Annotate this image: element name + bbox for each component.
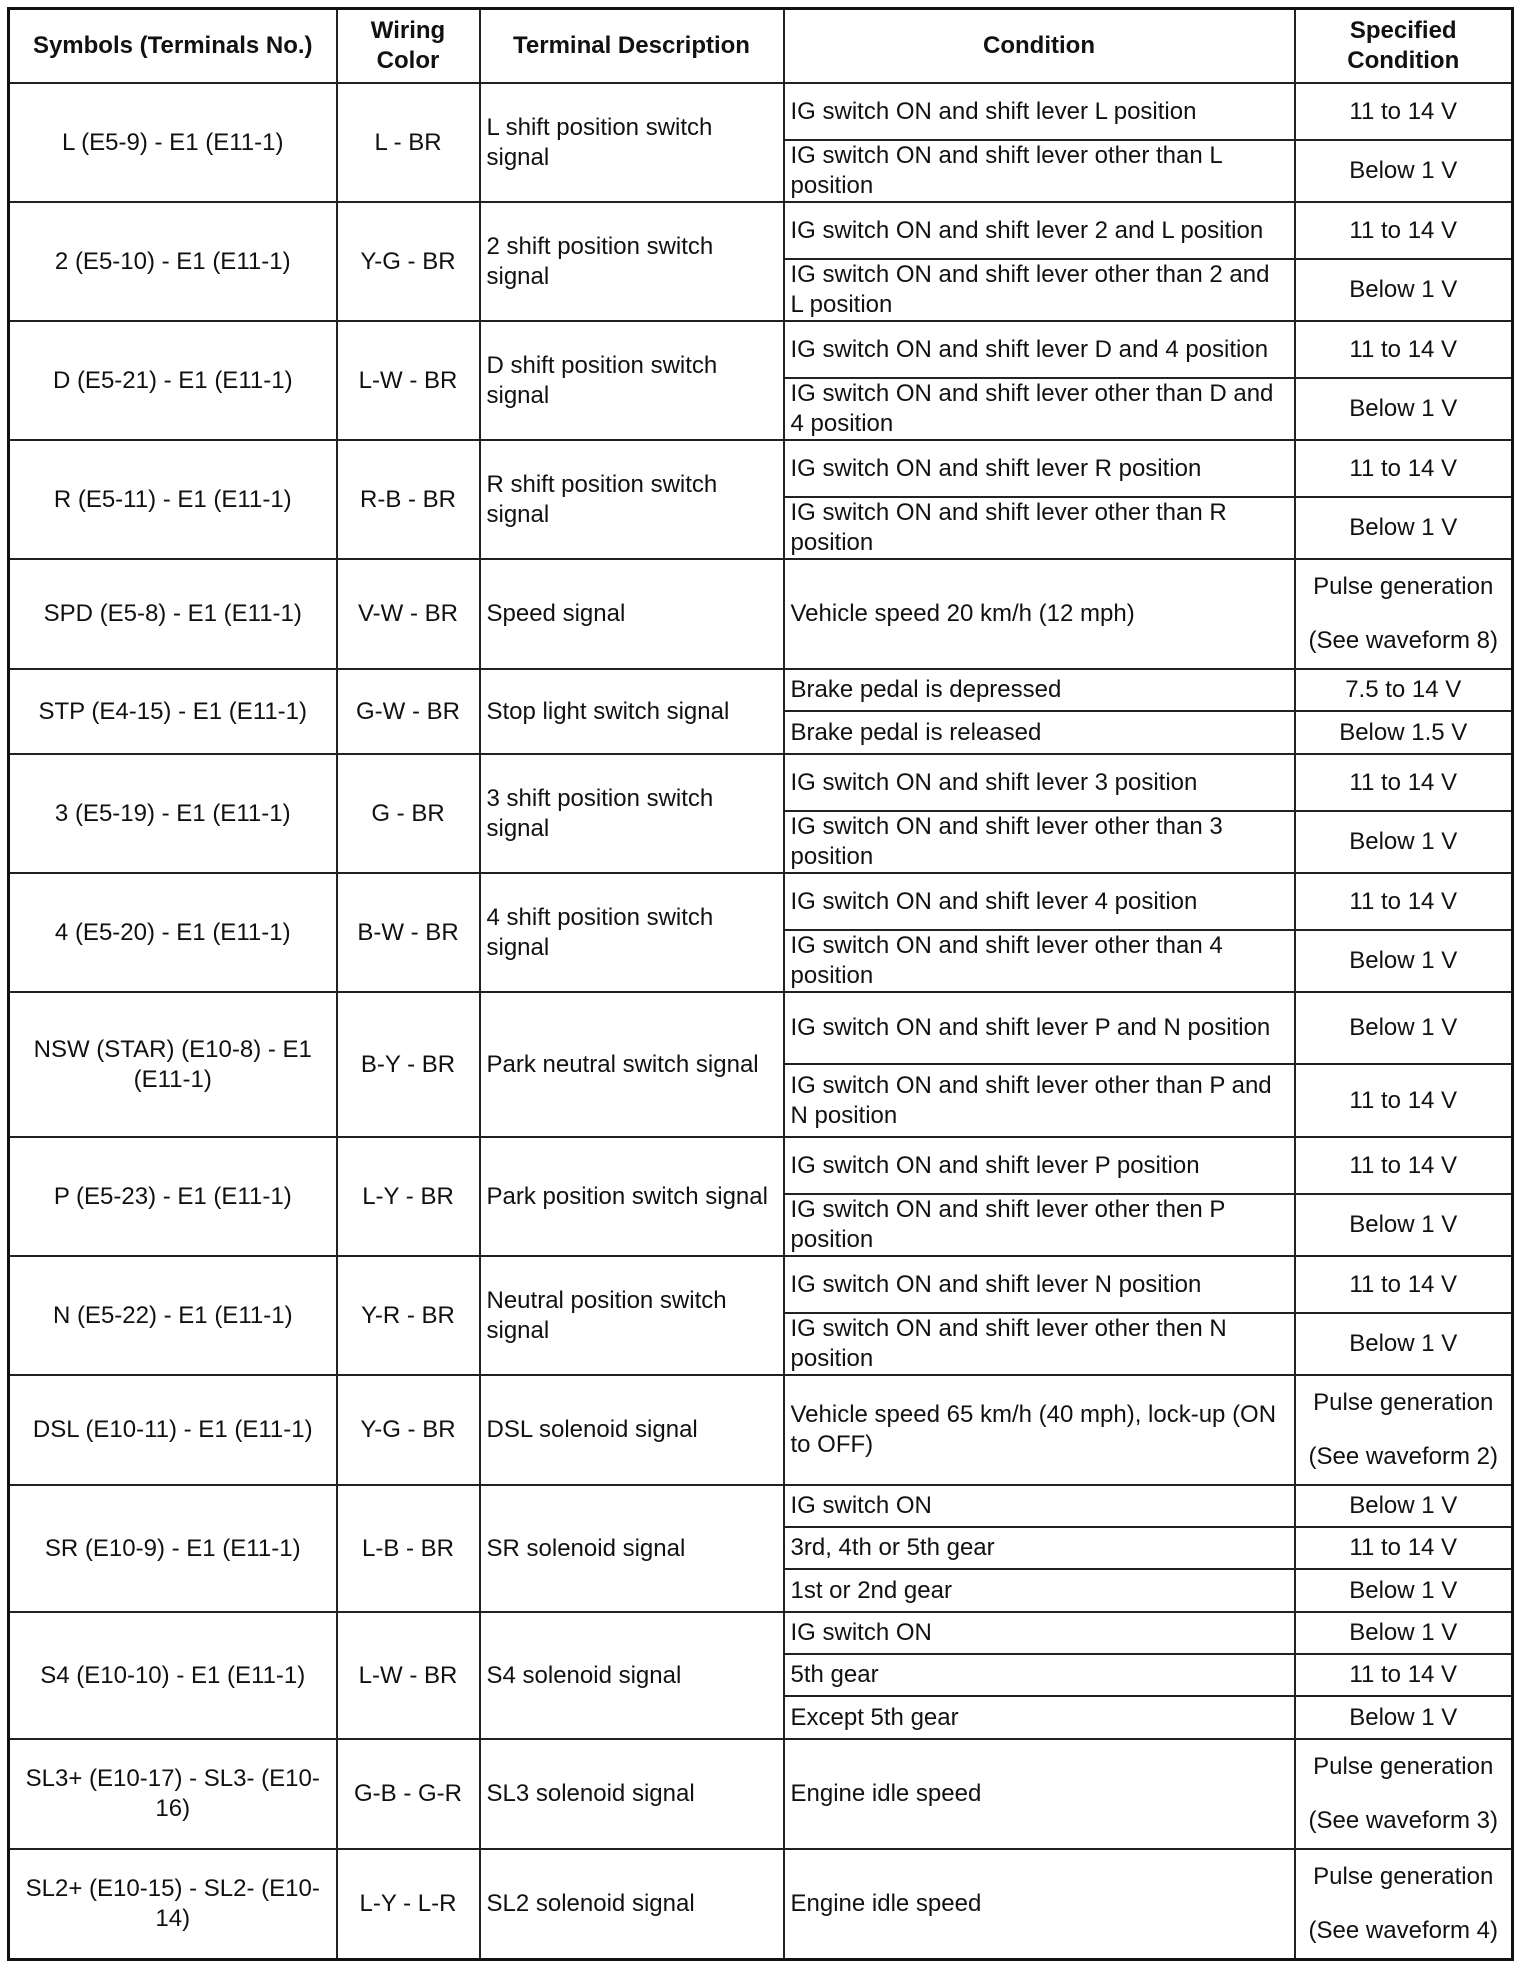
wiring-color-cell: L-W - BR <box>337 1612 480 1739</box>
condition-cell: 3rd, 4th or 5th gear <box>784 1527 1295 1569</box>
specified-value: (See waveform 8) <box>1308 627 1498 654</box>
table-row <box>9 873 1513 930</box>
condition-cell: IG switch ON and shift lever other than D and 4 position <box>784 378 1295 440</box>
symbol-cell: L (E5-9) - E1 (E11-1) <box>9 83 337 202</box>
specified-value: 7.5 to 14 V <box>1345 676 1462 703</box>
condition-cell: IG switch ON <box>784 1485 1295 1527</box>
symbol-cell: P (E5-23) - E1 (E11-1) <box>9 1137 337 1256</box>
specified-condition-cell <box>1295 1527 1513 1569</box>
symbol-cell: D (E5-21) - E1 (E11-1) <box>9 321 337 440</box>
wiring-color-cell: L-Y - BR <box>337 1137 480 1256</box>
specified-condition-cell <box>1295 259 1513 321</box>
condition-cell: IG switch ON and shift lever 3 position <box>784 754 1295 811</box>
header-condition: Condition <box>784 9 1295 84</box>
terminal-description-cell: L shift position switch signal <box>480 83 784 202</box>
table-row <box>9 559 1513 669</box>
specified-condition-cell <box>1295 1739 1513 1849</box>
terminal-description-cell: Stop light switch signal <box>480 669 784 754</box>
specified-condition-cell <box>1295 930 1513 992</box>
condition-cell: IG switch ON and shift lever N position <box>784 1256 1295 1313</box>
specified-value: (See waveform 4) <box>1308 1917 1498 1944</box>
specified-value: Below 1 V <box>1349 1619 1458 1646</box>
wiring-color-cell: G-B - G-R <box>337 1739 480 1849</box>
specified-value: Below 1 V <box>1349 157 1458 184</box>
wiring-color-cell: G-W - BR <box>337 669 480 754</box>
specified-value: 11 to 14 V <box>1349 1270 1458 1298</box>
symbol-cell: SPD (E5-8) - E1 (E11-1) <box>9 559 337 669</box>
specified-value: Below 1 V <box>1349 828 1458 855</box>
specified-value: Below 1 V <box>1349 1211 1458 1238</box>
wiring-color-cell: Y-R - BR <box>337 1256 480 1375</box>
condition-cell: IG switch ON and shift lever other than R position <box>784 497 1295 559</box>
condition-cell: IG switch ON and shift lever other than P and N position <box>784 1064 1295 1137</box>
condition-cell: Vehicle speed 20 km/h (12 mph) <box>784 559 1295 669</box>
specified-condition-cell <box>1295 811 1513 873</box>
terminal-description-cell: 4 shift position switch signal <box>480 873 784 992</box>
specified-value: 11 to 14 V <box>1349 216 1458 244</box>
specified-condition-cell <box>1295 873 1513 930</box>
wiring-color-cell: L - BR <box>337 83 480 202</box>
specified-value: 11 to 14 V <box>1349 768 1458 796</box>
condition-cell: 1st or 2nd gear <box>784 1569 1295 1612</box>
table-row <box>9 202 1513 259</box>
condition-cell: IG switch ON and shift lever other then P position <box>784 1194 1295 1256</box>
terminal-description-cell: Speed signal <box>480 559 784 669</box>
specified-value: Below 1 V <box>1349 1330 1458 1357</box>
wiring-color-cell: V-W - BR <box>337 559 480 669</box>
table-row <box>9 1739 1513 1849</box>
symbol-cell: S4 (E10-10) - E1 (E11-1) <box>9 1612 337 1739</box>
specified-value: 11 to 14 V <box>1349 1086 1458 1114</box>
symbol-cell: R (E5-11) - E1 (E11-1) <box>9 440 337 559</box>
symbol-cell: 4 (E5-20) - E1 (E11-1) <box>9 873 337 992</box>
specified-value: 11 to 14 V <box>1349 1661 1458 1688</box>
table-row <box>9 83 1513 140</box>
condition-cell: IG switch ON and shift lever L position <box>784 83 1295 140</box>
wiring-color-cell: B-W - BR <box>337 873 480 992</box>
terminal-description-cell: SL3 solenoid signal <box>480 1739 784 1849</box>
terminal-description-cell: 2 shift position switch signal <box>480 202 784 321</box>
specified-value: Pulse generation <box>1313 573 1494 600</box>
specified-condition-cell <box>1295 1485 1513 1527</box>
symbol-cell: 3 (E5-19) - E1 (E11-1) <box>9 754 337 873</box>
table-row <box>9 1849 1513 1960</box>
condition-cell: IG switch ON and shift lever 2 and L position <box>784 202 1295 259</box>
specified-value: Pulse generation <box>1313 1389 1494 1416</box>
wiring-color-cell: Y-G - BR <box>337 202 480 321</box>
specified-condition-cell <box>1295 321 1513 378</box>
terminal-description-cell: Park position switch signal <box>480 1137 784 1256</box>
terminal-description-cell: SR solenoid signal <box>480 1485 784 1612</box>
specified-value: Below 1 V <box>1349 1492 1458 1519</box>
condition-cell: Except 5th gear <box>784 1696 1295 1739</box>
specified-value: Below 1 V <box>1349 1576 1458 1604</box>
header-specified-condition: Specified Condition <box>1295 9 1513 84</box>
specified-condition-cell <box>1295 202 1513 259</box>
table-row <box>9 669 1513 711</box>
wiring-color-cell: L-W - BR <box>337 321 480 440</box>
condition-cell: Engine idle speed <box>784 1849 1295 1960</box>
table-row <box>9 1256 1513 1313</box>
table-row <box>9 992 1513 1064</box>
table-row <box>9 1137 1513 1194</box>
symbol-cell: 2 (E5-10) - E1 (E11-1) <box>9 202 337 321</box>
terminal-description-cell: DSL solenoid signal <box>480 1375 784 1485</box>
specified-condition-cell <box>1295 497 1513 559</box>
specified-condition-cell <box>1295 1612 1513 1654</box>
specified-value: Below 1 V <box>1349 514 1458 541</box>
specified-condition-cell <box>1295 83 1513 140</box>
condition-cell: IG switch ON and shift lever other than 3 position <box>784 811 1295 873</box>
condition-cell: Brake pedal is depressed <box>784 669 1295 711</box>
specified-condition-cell <box>1295 378 1513 440</box>
symbol-cell: SL3+ (E10-17) - SL3- (E10-16) <box>9 1739 337 1849</box>
symbol-cell: SR (E10-9) - E1 (E11-1) <box>9 1485 337 1612</box>
specified-condition-cell <box>1295 1064 1513 1137</box>
symbol-cell: STP (E4-15) - E1 (E11-1) <box>9 669 337 754</box>
terminal-description-cell: S4 solenoid signal <box>480 1612 784 1739</box>
terminal-description-cell: Neutral position switch signal <box>480 1256 784 1375</box>
specified-value: Below 1.5 V <box>1339 718 1468 746</box>
header-row <box>9 9 1513 84</box>
terminal-description-cell: SL2 solenoid signal <box>480 1849 784 1960</box>
table-row <box>9 321 1513 378</box>
specified-condition-cell <box>1295 1849 1513 1960</box>
table-row <box>9 440 1513 497</box>
specified-value: Below 1 V <box>1349 1703 1458 1731</box>
condition-cell: 5th gear <box>784 1654 1295 1696</box>
specified-condition-cell <box>1295 1375 1513 1485</box>
condition-cell: IG switch ON and shift lever other than 2 and L position <box>784 259 1295 321</box>
condition-cell: IG switch ON and shift lever R position <box>784 440 1295 497</box>
condition-cell: IG switch ON and shift lever other then N position <box>784 1313 1295 1375</box>
table-body <box>9 83 1513 1960</box>
terminal-description-cell: D shift position switch signal <box>480 321 784 440</box>
condition-cell: IG switch ON and shift lever 4 position <box>784 873 1295 930</box>
specified-value: Below 1 V <box>1349 1014 1458 1041</box>
specified-condition-cell <box>1295 1256 1513 1313</box>
symbol-cell: SL2+ (E10-15) - SL2- (E10-14) <box>9 1849 337 1960</box>
condition-cell: IG switch ON and shift lever D and 4 position <box>784 321 1295 378</box>
condition-cell: Brake pedal is released <box>784 711 1295 754</box>
wiring-color-cell: R-B - BR <box>337 440 480 559</box>
specified-condition-cell <box>1295 140 1513 202</box>
specified-condition-cell <box>1295 1313 1513 1375</box>
terminal-description-cell: 3 shift position switch signal <box>480 754 784 873</box>
specified-value: Pulse generation <box>1313 1753 1494 1780</box>
specified-value: 11 to 14 V <box>1349 454 1458 482</box>
specified-value: 11 to 14 V <box>1349 1151 1458 1179</box>
specified-condition-cell <box>1295 1137 1513 1194</box>
specified-value: 11 to 14 V <box>1349 1534 1458 1561</box>
condition-cell: IG switch ON and shift lever other than 4 position <box>784 930 1295 992</box>
specified-condition-cell <box>1295 1696 1513 1739</box>
specified-value: 11 to 14 V <box>1349 335 1458 363</box>
specified-condition-cell <box>1295 1569 1513 1612</box>
specified-condition-cell <box>1295 1654 1513 1696</box>
header-symbols: Symbols (Terminals No.) <box>9 9 337 84</box>
specified-value: 11 to 14 V <box>1349 887 1458 915</box>
specified-value: 11 to 14 V <box>1349 97 1458 125</box>
specified-value: (See waveform 3) <box>1308 1807 1498 1834</box>
terminal-description-cell: R shift position switch signal <box>480 440 784 559</box>
specified-condition-cell <box>1295 754 1513 811</box>
wiring-color-cell: Y-G - BR <box>337 1375 480 1485</box>
condition-cell: IG switch ON and shift lever P position <box>784 1137 1295 1194</box>
wiring-color-cell: G - BR <box>337 754 480 873</box>
specified-value: Below 1 V <box>1349 276 1458 303</box>
condition-cell: IG switch ON and shift lever P and N position <box>784 992 1295 1064</box>
header-wiring-color: Wiring Color <box>337 9 480 84</box>
condition-cell: IG switch ON <box>784 1612 1295 1654</box>
wiring-color-cell: B-Y - BR <box>337 992 480 1137</box>
specified-condition-cell <box>1295 559 1513 669</box>
terminal-description-cell: Park neutral switch signal <box>480 992 784 1137</box>
specified-value: Below 1 V <box>1349 395 1458 422</box>
specified-value: Pulse generation <box>1313 1863 1494 1890</box>
condition-cell: IG switch ON and shift lever other than L position <box>784 140 1295 202</box>
wiring-color-cell: L-Y - L-R <box>337 1849 480 1960</box>
specified-value: Below 1 V <box>1349 947 1458 974</box>
wiring-color-cell: L-B - BR <box>337 1485 480 1612</box>
symbol-cell: DSL (E10-11) - E1 (E11-1) <box>9 1375 337 1485</box>
table-row <box>9 1612 1513 1654</box>
table-row <box>9 1485 1513 1527</box>
symbol-cell: N (E5-22) - E1 (E11-1) <box>9 1256 337 1375</box>
table-row <box>9 1375 1513 1485</box>
table-row <box>9 754 1513 811</box>
specified-condition-cell <box>1295 711 1513 754</box>
header-terminal-description: Terminal Description <box>480 9 784 84</box>
condition-cell: Vehicle speed 65 km/h (40 mph), lock-up (ON to OFF) <box>784 1375 1295 1485</box>
symbol-cell: NSW (STAR) (E10-8) - E1 (E11-1) <box>9 992 337 1137</box>
terminal-inspection-table <box>7 7 1514 1961</box>
condition-cell: Engine idle speed <box>784 1739 1295 1849</box>
specified-condition-cell <box>1295 1194 1513 1256</box>
specified-condition-cell <box>1295 440 1513 497</box>
specified-condition-cell <box>1295 669 1513 711</box>
specified-condition-cell <box>1295 992 1513 1064</box>
specified-value: (See waveform 2) <box>1308 1443 1498 1470</box>
